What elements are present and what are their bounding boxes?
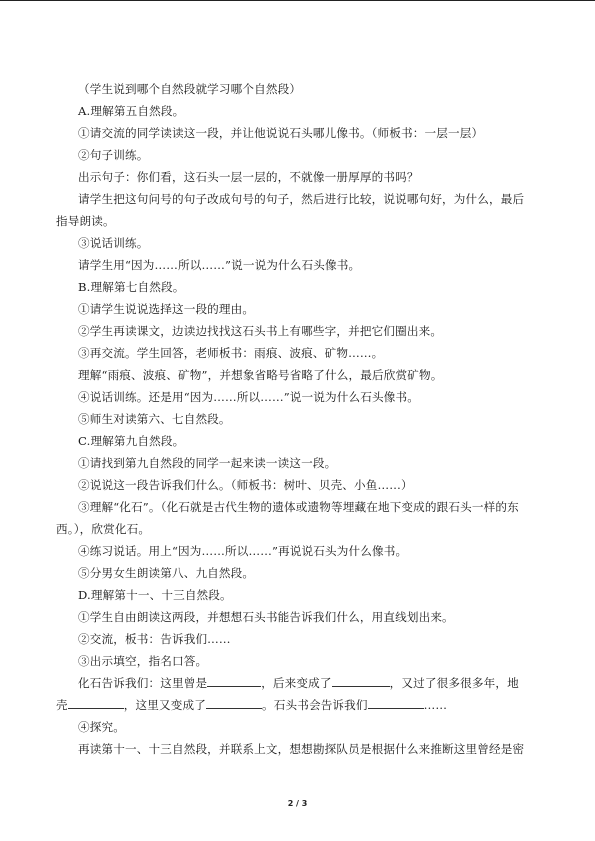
fill-in-text: ，后来变成了	[261, 676, 332, 690]
fill-in-text: 壳	[56, 698, 68, 712]
text-line: 指导朗读。	[56, 214, 115, 228]
text-line: 理解“雨痕、波痕、矿物”，并想象省略号省略了什么，最后欣赏矿物。	[78, 368, 443, 382]
text-line: ③说话训练。	[78, 236, 149, 250]
blank-underline	[368, 696, 424, 709]
text-line: ①请交流的同学读读这一段，并让他说说石头哪儿像书。（师板书：一层一层）	[78, 126, 484, 140]
text-line: 出示句子：你们看，这石头一层一层的，不就像一册厚厚的书吗？	[78, 170, 419, 184]
text-line: ①学生自由朗读这两段，并想想石头书能告诉我们什么，用直线划出来。	[78, 610, 454, 624]
fill-in-text: ……	[423, 698, 448, 712]
page-top-rule	[0, 0, 595, 1]
fill-in-text: 。石头书会告诉我们	[261, 698, 368, 712]
text-line: D.理解第十一、十三自然段。	[78, 588, 232, 602]
fill-in-text: 化石告诉我们：这里曾是	[78, 676, 208, 690]
text-line: C.理解第九自然段。	[78, 434, 185, 448]
paragraph-list-continued	[56, 716, 544, 760]
paragraph-list	[56, 78, 544, 672]
fill-in-text: ，又过了很多很多年，地	[389, 676, 519, 690]
document-body	[56, 78, 544, 760]
text-line: ②学生再读课文，边读边找找这石头书上有哪些字，并把它们圈出来。	[78, 324, 443, 338]
blank-underline	[332, 674, 390, 687]
text-line: ③理解“化石”。（化石就是古代生物的遗体或遗物等埋藏在地下变成的跟石头一样的东	[78, 500, 519, 514]
text-line: ①请找到第九自然段的同学一起来读一读这一段。	[78, 456, 337, 470]
text-line: ③出示填空，指名口答。	[78, 654, 208, 668]
text-line: ①请学生说说选择这一段的理由。	[78, 302, 255, 316]
text-line: 西。），欣赏化石。	[56, 522, 151, 536]
text-line: A.理解第五自然段。	[78, 104, 185, 118]
text-line: ②说说这一段告诉我们什么。（师板书：树叶、贝壳、小鱼……）	[78, 478, 413, 492]
text-line: ④练习说话。用上“因为……所以……”再说说石头为什么像书。	[78, 544, 408, 558]
text-line: B.理解第七自然段。	[78, 280, 185, 294]
text-line: ④探究。	[78, 720, 125, 734]
fill-in-text: ，这里又变成了	[123, 698, 206, 712]
text-line: 请学生把这句问号的句子改成句号的句子，然后进行比较，说说哪句好，为什么，最后	[78, 192, 525, 206]
blank-underline	[68, 696, 124, 709]
text-line: 再读第十一、十三自然段，并联系上文，想想勘探队员是根据什么来推断这里曾经是密	[78, 742, 525, 756]
blank-underline	[207, 674, 261, 687]
text-line: ②句子训练。	[78, 148, 149, 162]
text-line: ⑤分男女生朗读第八、九自然段。	[78, 566, 255, 580]
text-line: ②交流，板书：告诉我们……	[78, 632, 231, 646]
text-line: ⑤师生对读第六、七自然段。	[78, 412, 231, 426]
text-line: ③再交流。学生回答，老师板书：雨痕、波痕、矿物……。	[78, 346, 384, 360]
text-line: 请学生用“因为……所以……”说一说为什么石头像书。	[78, 258, 361, 272]
fill-in-line-2	[56, 694, 544, 716]
text-line: （学生说到哪个自然段就学习哪个自然段）	[78, 82, 302, 96]
page-number: 2 / 3	[287, 799, 308, 808]
blank-underline	[206, 696, 262, 709]
fill-in-line-1	[56, 672, 544, 694]
text-line: ④说话训练。还是用“因为……所以……”说一说为什么石头像书。	[78, 390, 419, 404]
